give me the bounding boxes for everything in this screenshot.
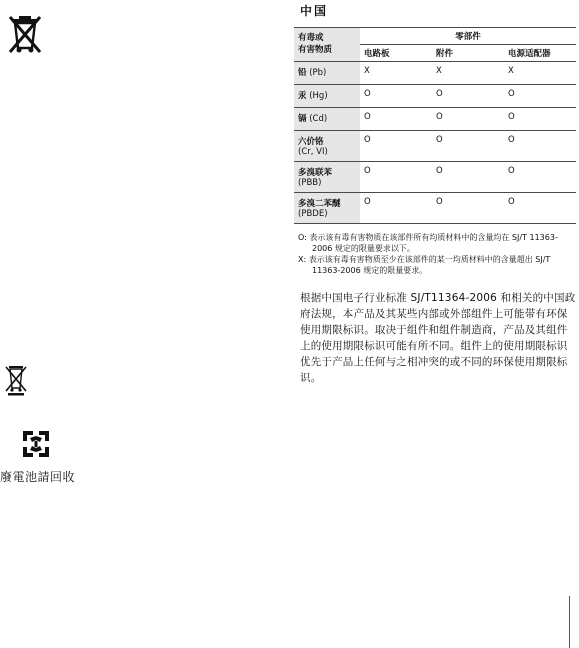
value-cell: O — [504, 131, 576, 162]
value-cell: O — [504, 162, 576, 193]
body-paragraph: 根据中国电子行业标准 SJ/T11364-2006 和相关的中国政府法规，本产品及其某些内部或外部组件上可能带有环保使用期限标识。取决于组件和组件制造商，产品及其组件上的使用期限标识可能有所不同。组件上的使用期限标识优先于产品上任何与之相冲突的或不同的环保使用期限标识。 — [300, 292, 576, 384]
substance-cell — [294, 62, 360, 85]
substance-cn: 汞 — [298, 91, 307, 101]
value-cell: O — [432, 131, 504, 162]
page-title: 中国 — [300, 4, 329, 18]
substance-en: (PBB) — [298, 178, 322, 188]
battery-bin-icon — [5, 364, 27, 396]
substance-cell — [294, 162, 360, 193]
value-cell: O — [432, 162, 504, 193]
page-edge-rule — [569, 596, 570, 648]
value-cell: X — [432, 62, 504, 85]
header-substance-line2: 有害物质 — [298, 45, 333, 55]
hazardous-substances-table — [294, 27, 576, 224]
table-row — [294, 62, 576, 85]
col-accessories: 附件 — [432, 45, 504, 62]
substance-cn: 铅 — [298, 68, 307, 78]
note-o: O: 表示该有毒有害物质在该部件所有均质材料中的含量均在 SJ/T 11363-2006 规定的限量要求以下。 — [298, 233, 558, 253]
table-row — [294, 108, 576, 131]
value-cell: X — [504, 62, 576, 85]
value-cell: O — [360, 85, 432, 108]
table-row — [294, 193, 576, 224]
table-row — [294, 85, 576, 108]
value-cell: O — [432, 193, 504, 224]
substance-cell — [294, 85, 360, 108]
value-cell: O — [504, 193, 576, 224]
substance-cell — [294, 193, 360, 224]
value-cell: X — [360, 62, 432, 85]
battery-recycle-caption: 廢電池請回收 — [0, 470, 76, 484]
weee-bin-icon — [8, 14, 42, 54]
value-cell: O — [432, 85, 504, 108]
substance-cn: 六价铬 — [298, 137, 324, 147]
substance-en: (PBDE) — [298, 209, 328, 219]
substance-en: (Cd) — [309, 114, 328, 124]
substance-cn: 镉 — [298, 114, 307, 124]
substance-en: (Pb) — [309, 68, 327, 78]
value-cell: O — [504, 85, 576, 108]
header-substance-line1: 有毒或 — [298, 33, 324, 43]
substance-cell — [294, 131, 360, 162]
col-circuit-board: 电路板 — [360, 45, 432, 62]
table-notes — [298, 232, 570, 276]
col-power-adapter: 电源适配器 — [504, 45, 576, 62]
substance-en: (Cr, VI) — [298, 147, 328, 157]
value-cell: O — [360, 108, 432, 131]
note-x: X: 表示该有毒有害物质至少在该部件的某一均质材料中的含量超出 SJ/T 11363-2006 规定的限量要求。 — [298, 255, 551, 275]
header-components: 零部件 — [360, 28, 576, 45]
substance-cell — [294, 108, 360, 131]
substance-en: (Hg) — [309, 91, 328, 101]
substance-cn: 多溴二苯醚 — [298, 199, 341, 209]
value-cell: O — [360, 193, 432, 224]
value-cell: O — [432, 108, 504, 131]
value-cell: O — [360, 131, 432, 162]
header-substance — [294, 28, 360, 62]
substance-cn: 多溴联苯 — [298, 168, 333, 178]
value-cell: O — [360, 162, 432, 193]
table-row — [294, 162, 576, 193]
value-cell: O — [504, 108, 576, 131]
table-row — [294, 131, 576, 162]
battery-recycle-icon — [19, 427, 53, 461]
table-header-row — [294, 28, 576, 45]
